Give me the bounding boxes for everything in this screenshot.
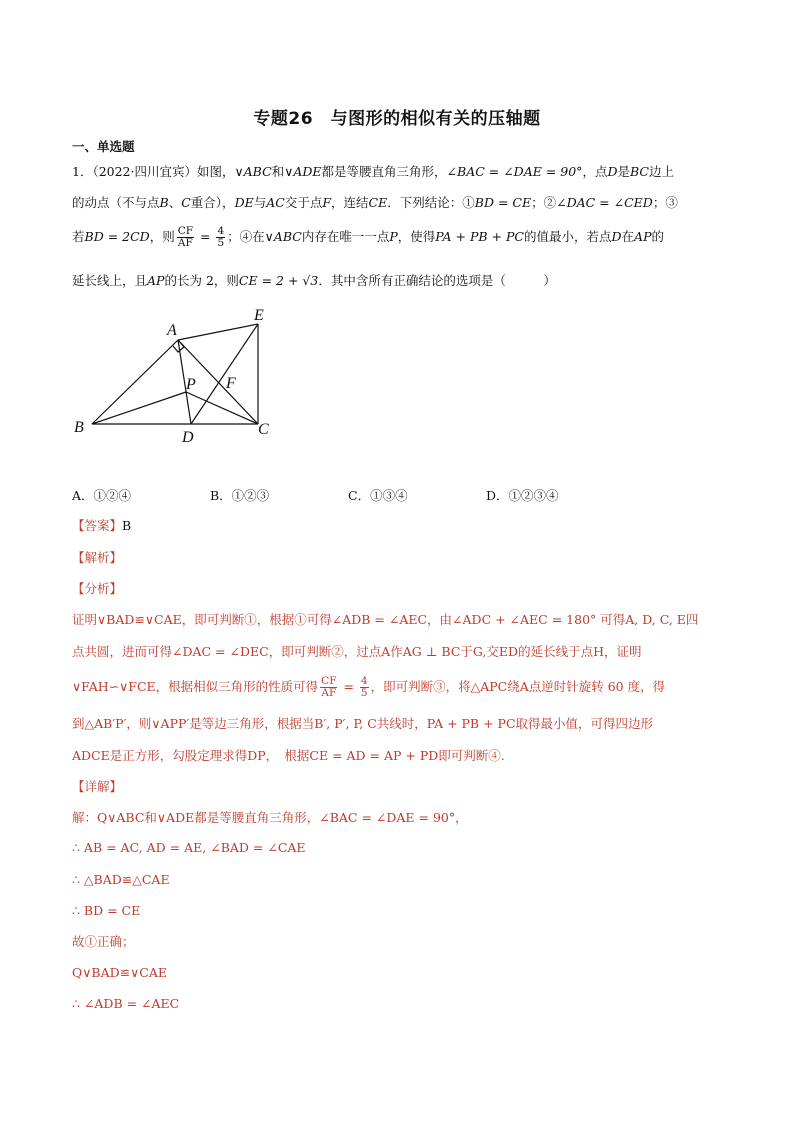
detail-line-6: Q∨BAD≌∨CAE bbox=[72, 965, 167, 980]
fenxi-tag: 【分析】 bbox=[72, 581, 123, 596]
question-line-4: 延长线上，且AP的长为 2，则CE = 2 + √3．其中含所有正确结论的选项是（ ） bbox=[72, 273, 556, 288]
choice-c[interactable]: C．①③④ bbox=[348, 488, 408, 503]
page-title: 专题26 与图形的相似有关的压轴题 bbox=[253, 109, 541, 129]
label-p: P bbox=[186, 376, 196, 393]
choice-d[interactable]: D．①②③④ bbox=[486, 488, 559, 503]
detail-line-5: 故①正确； bbox=[72, 934, 135, 949]
label-e: E bbox=[254, 307, 264, 324]
segment-bp bbox=[92, 392, 186, 424]
label-d: D bbox=[182, 429, 194, 446]
answer-value: B bbox=[122, 518, 132, 533]
detail-line-3: ∴ △BAD≌△CAE bbox=[72, 872, 170, 887]
detail-line-4: ∴ BD = CE bbox=[72, 903, 141, 918]
detail-line-7: ∴ ∠ADB = ∠AEC bbox=[72, 996, 180, 1011]
fraction-cf-af: $\frac{CF}{AF}$ bbox=[177, 225, 194, 249]
answer-tag: 【答案】 bbox=[72, 518, 123, 533]
analysis-line bbox=[72, 548, 122, 568]
segment-pc bbox=[186, 392, 258, 424]
fenxi-line-5: ADCE是正方形，勾股定理求得DP， 根据CE = AD = AP + PD即可判断④. bbox=[72, 748, 505, 763]
fenxi-fraction-4-5: $\frac{4}{5}$ bbox=[360, 675, 368, 699]
fenxi-fraction-cf-af: $\frac{CF}{AF}$ bbox=[321, 675, 337, 699]
choice-b[interactable]: B．①②③ bbox=[210, 488, 270, 503]
detail-line-2: ∴ AB = AC, AD = AE, ∠BAD = ∠CAE bbox=[72, 840, 306, 855]
label-a: A bbox=[167, 322, 177, 339]
fenxi-heading bbox=[72, 579, 122, 599]
fenxi-line-2: 点共圆，进而可得∠DAC = ∠DEC，即可判断②，过点A作AG ⊥ BC于G,交ED的延长线于点H，证明 bbox=[72, 644, 642, 659]
label-f: F bbox=[226, 375, 236, 392]
label-c: C bbox=[258, 421, 269, 438]
answer-line bbox=[72, 516, 131, 536]
geometry-figure bbox=[70, 300, 290, 450]
fenxi-line-4: 到△AB′P′，则∨APP′是等边三角形，根据当B′, P′, P, C共线时，PA + PB + PC取得最小值，可得四边形 bbox=[72, 716, 654, 731]
fenxi-line-1: 证明∨BAD≌∨CAE，即可判断①，根据①可得∠ADB = ∠AEC，由∠ADC + ∠AEC = 180° 可得A, D, C, E四 bbox=[72, 612, 699, 627]
detail-tag: 【详解】 bbox=[72, 779, 123, 794]
detail-heading bbox=[72, 777, 122, 797]
analysis-tag: 【解析】 bbox=[72, 550, 123, 565]
question-line-2: 的动点（不与点B、C重合），DE与AC交于点F，连结CE．下列结论：①BD = CE；②∠DAC = ∠CED；③ bbox=[72, 195, 678, 210]
fenxi-line-3: ∨FAH∽∨FCE，根据相似三角形的性质可得 $\frac{CF}{AF}$ = $\frac{4}{5}$ ，即可判断③，将△APC绕A点逆时针旋转 60 度，得 bbox=[72, 675, 666, 699]
segment-ae bbox=[178, 324, 258, 340]
choice-a[interactable]: A．①②④ bbox=[72, 488, 132, 503]
label-b: B bbox=[74, 419, 84, 436]
question-line-3: 若BD = 2CD，则 $\frac{CF}{AF}$ = $\frac{4}{5}$ ；④在∨ABC内存在唯一一点P，使得PA + PB + PC的值最小，若点D在AP的 bbox=[72, 225, 665, 249]
question-line-1: 1．（2022·四川宜宾）如图，∨ABC和∨ADE都是等腰直角三角形，∠BAC = ∠DAE = 90°，点D是BC边上 bbox=[72, 164, 674, 179]
detail-line-1: 解：Q∨ABC和∨ADE都是等腰直角三角形，∠BAC = ∠DAE = 90°， bbox=[72, 810, 468, 825]
segment-ab bbox=[92, 340, 178, 424]
section-heading: 一、单选题 bbox=[72, 139, 135, 154]
fraction-4-5: $\frac{4}{5}$ bbox=[217, 225, 225, 249]
